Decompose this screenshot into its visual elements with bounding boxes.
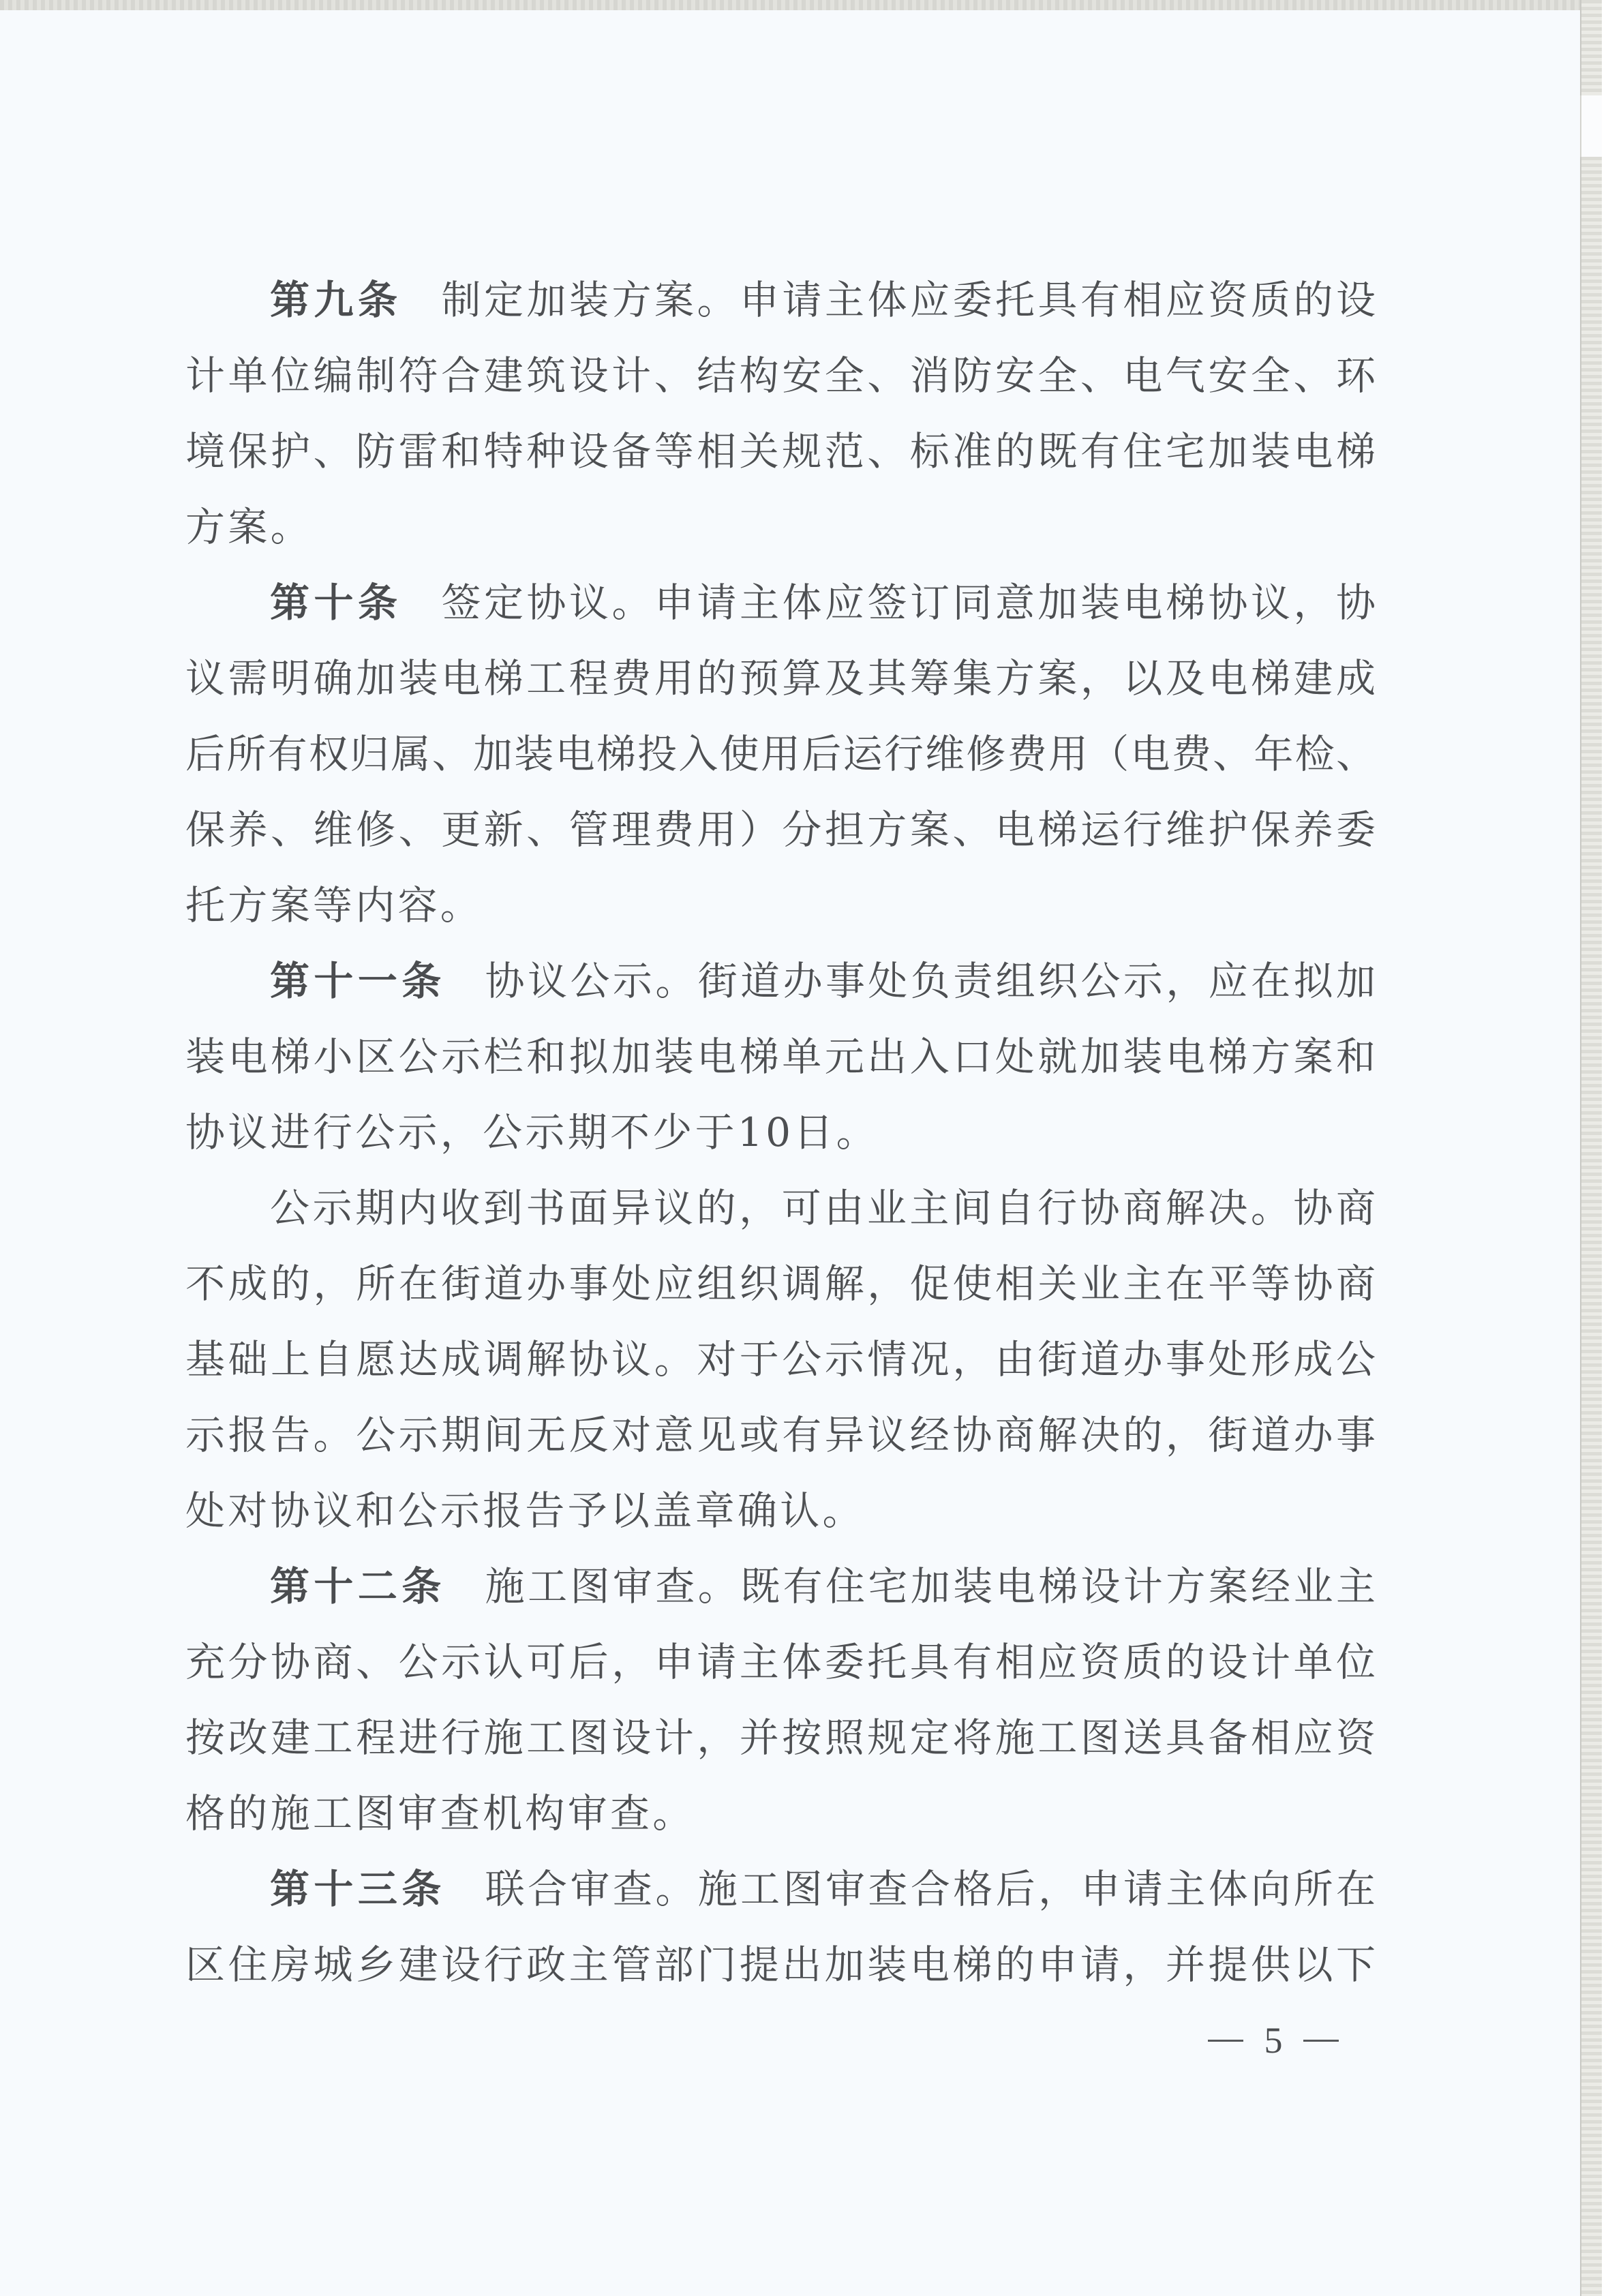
article-10-line-5: 托方案等内容。 bbox=[185, 882, 483, 928]
article-11-line-1 bbox=[185, 943, 1376, 1019]
article-number: 第九条 bbox=[270, 277, 402, 323]
text: 协议公示。街道办事处负责组织公示，应在拟加 bbox=[485, 958, 1376, 1004]
article-12-line-2: 充分协商、公示认可后，申请主体委托具有相应资质的设计单位 bbox=[185, 1639, 1376, 1685]
text: 制定加装方案。申请主体应委托具有相应资质的设 bbox=[441, 277, 1376, 323]
paragraph-objection-line-3: 基础上自愿达成调解协议。对于公示情况，由街道办事处形成公 bbox=[185, 1336, 1376, 1383]
article-12-line-1 bbox=[185, 1549, 1376, 1625]
article-number: 第十三条 bbox=[270, 1866, 446, 1912]
scan-right-edge bbox=[1580, 0, 1602, 2296]
article-9-line-4: 方案。 bbox=[185, 504, 313, 550]
article-10-line-1 bbox=[185, 565, 1376, 641]
article-12-line-3: 按改建工程进行施工图设计，并按照规定将施工图送具备相应资 bbox=[185, 1715, 1376, 1761]
text: 施工图审查。既有住宅加装电梯设计方案经业主 bbox=[485, 1563, 1376, 1610]
article-9-line-3: 境保护、防雷和特种设备等相关规范、标准的既有住宅加装电梯 bbox=[185, 428, 1376, 474]
dash-right bbox=[1303, 2040, 1339, 2042]
scan-outer-margin bbox=[1602, 0, 1623, 2296]
text: 联合审查。施工图审查合格后，申请主体向所在 bbox=[485, 1866, 1376, 1912]
article-number: 第十条 bbox=[270, 579, 402, 626]
article-12-line-4: 格的施工图审查机构审查。 bbox=[185, 1790, 695, 1837]
page-number bbox=[1208, 2019, 1339, 2061]
paragraph-objection-line-2: 不成的，所在街道办事处应组织调解，促使相关业主在平等协商 bbox=[185, 1260, 1376, 1307]
article-10-line-2: 议需明确加装电梯工程费用的预算及其筹集方案，以及电梯建成 bbox=[185, 655, 1376, 701]
article-number: 第十二条 bbox=[270, 1563, 446, 1610]
article-11-line-3: 协议进行公示，公示期不少于10日。 bbox=[185, 1109, 879, 1155]
article-13-line-1 bbox=[185, 1852, 1376, 1927]
article-10-line-3: 后所有权归属、加装电梯投入使用后运行维修费用（电费、年检、 bbox=[185, 731, 1376, 777]
paragraph-objection-line-5: 处对协议和公示报告予以盖章确认。 bbox=[185, 1487, 865, 1534]
scan-right-gap bbox=[1580, 95, 1602, 157]
article-number: 第十一条 bbox=[270, 958, 446, 1004]
article-9-line-2: 计单位编制符合建筑设计、结构安全、消防安全、电气安全、环 bbox=[185, 352, 1376, 399]
paragraph-objection-line-4: 示报告。公示期间无反对意见或有异议经协商解决的，街道办事 bbox=[185, 1412, 1376, 1458]
paragraph-objection-line-1: 公示期内收到书面异议的，可由业主间自行协商解决。协商 bbox=[270, 1185, 1376, 1231]
scan-top-edge bbox=[0, 0, 1623, 10]
article-11-line-2: 装电梯小区公示栏和拟加装电梯单元出入口处就加装电梯方案和 bbox=[185, 1033, 1376, 1080]
article-9-line-1 bbox=[185, 262, 1376, 338]
text: 签定协议。申请主体应签订同意加装电梯协议，协 bbox=[441, 579, 1376, 626]
dash-left bbox=[1208, 2040, 1243, 2042]
article-13-line-2: 区住房城乡建设行政主管部门提出加装电梯的申请，并提供以下 bbox=[185, 1942, 1376, 1988]
article-10-line-4: 保养、维修、更新、管理费用）分担方案、电梯运行维护保养委 bbox=[185, 806, 1376, 853]
page-number-value: 5 bbox=[1264, 2020, 1283, 2061]
